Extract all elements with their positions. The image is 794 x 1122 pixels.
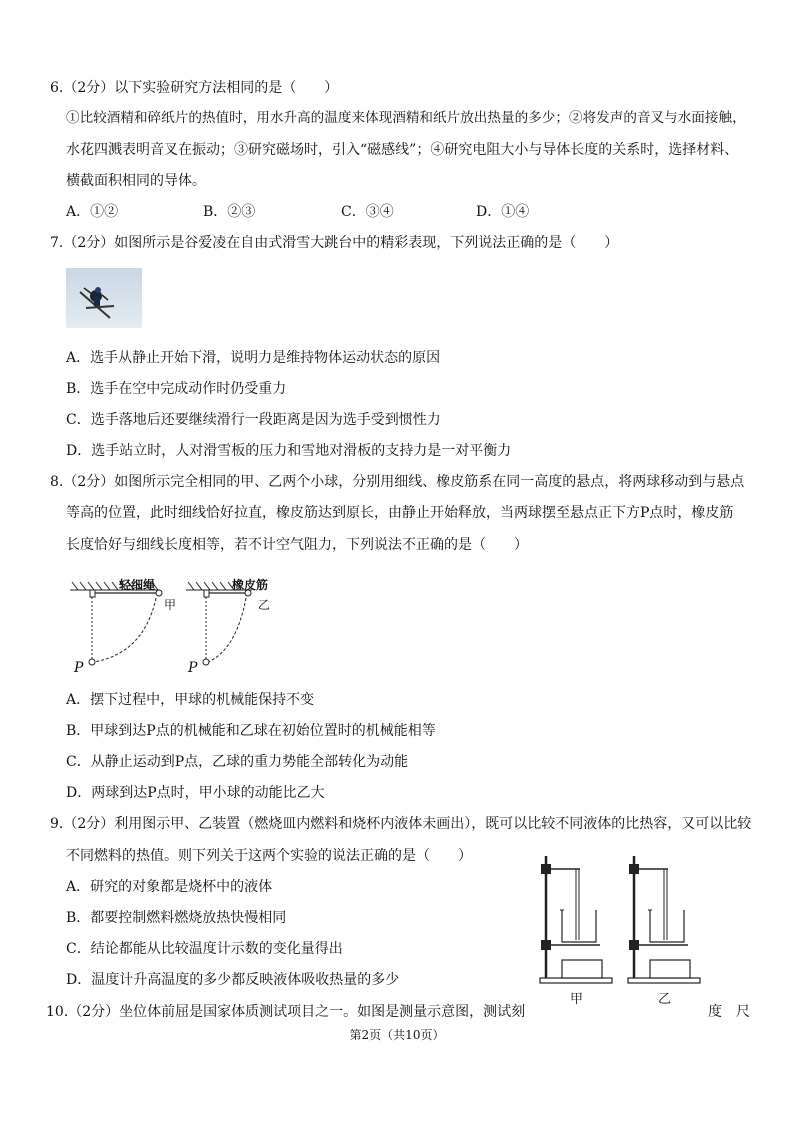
- rubber-band-label: 橡皮筋: [232, 578, 269, 592]
- q8-option-c: C．从静止运动到P点，乙球的重力势能全部转化为动能: [66, 754, 409, 770]
- q8-option-a: A．摆下过程中，甲球的机械能保持不变: [66, 692, 315, 708]
- q10-stem: 10.（2分）坐位体前屈是国家体质测试项目之一。如图是测量示意图，测试刻: [46, 1004, 526, 1020]
- q8-option-d: D．两球到达P点时，甲小球的动能比乙大: [66, 785, 325, 801]
- skier-photo: [66, 268, 142, 328]
- ball-jia-label: 甲: [164, 598, 177, 612]
- q9-option-c: C．结论都能从比较温度计示数的变化量得出: [66, 941, 343, 957]
- q9-option-b: B．都要控制燃料燃烧放热快慢相同: [66, 910, 287, 926]
- q6-option-b: B．②③: [203, 204, 256, 220]
- ball-yi-label: 乙: [258, 598, 271, 612]
- q9-stem-line1: 9.（2分）利用图示甲、乙装置（燃烧皿内燃料和烧杯内液体未画出），既可以比较不同液体的比热容，又可以比较: [50, 816, 752, 832]
- q6-body-line2: 水花四溅表明音叉在振动；③研究磁场时，引入“磁感线”；④研究电阻大小与导体长度的关系时，选择材料、: [66, 142, 739, 158]
- skier-image: [66, 268, 142, 328]
- string-label: 轻细绳: [119, 578, 156, 592]
- q6-body-line3: 横截面积相同的导体。: [66, 173, 206, 189]
- q7-option-b: B．选手在空中完成动作时仍受重力: [66, 381, 287, 397]
- q8-stem-line3: 长度恰好与细线长度相等，若不计空气阻力，下列说法不正确的是（ ）: [66, 537, 528, 553]
- point-p-left: P: [74, 660, 84, 676]
- q9-option-d: D．温度计升高温度的多少都反映液体吸收热量的多少: [66, 972, 400, 988]
- point-p-right: P: [188, 660, 198, 676]
- pendulum-figure: [64, 578, 284, 683]
- q7-option-a: A．选手从静止开始下滑，说明力是维持物体运动状态的原因: [66, 350, 441, 366]
- q7-stem: 7.（2分）如图所示是谷爱凌在自由式滑雪大跳台中的精彩表现，下列说法正确的是（ ）: [50, 235, 619, 251]
- q9-option-a: A．研究的对象都是烧杯中的液体: [66, 879, 273, 895]
- q8-option-b: B．甲球到达P点的机械能和乙球在初始位置时的机械能相等: [66, 723, 436, 739]
- q8-stem-line1: 8.（2分）如图所示完全相同的甲、乙两个小球，分别用细线、橡皮筋系在同一高度的悬点，将两球移动到与悬点: [50, 474, 745, 490]
- q6-option-d: D．①④: [476, 204, 530, 220]
- q8-stem-line2: 等高的位置，此时细线恰好拉直，橡皮筋达到原长，由静止开始释放，当两球摆至悬点正下方P点时，橡皮筋: [66, 505, 734, 521]
- q6-option-c: C．③④: [341, 204, 394, 220]
- heating-apparatus-diagram: [528, 850, 708, 1005]
- apparatus-jia-label: 甲: [570, 992, 584, 1007]
- q6-body-line1: ①比较酒精和碎纸片的热值时，用水升高的温度来体现酒精和纸片放出热量的多少；②将发声的音叉与水面接触，: [66, 110, 746, 126]
- heating-apparatus-figure: [528, 850, 708, 1005]
- page-footer: 第2页（共10页）: [349, 1028, 445, 1042]
- q6-stem: 6.（2分）以下实验研究方法相同的是（ ）: [50, 80, 339, 96]
- q10-tail: 度 尺: [708, 1004, 750, 1020]
- q6-option-a: A．①②: [66, 204, 119, 220]
- q7-option-c: C．选手落地后还要继续滑行一段距离是因为选手受到惯性力: [66, 412, 441, 428]
- apparatus-yi-label: 乙: [658, 992, 672, 1007]
- q7-option-d: D．选手站立时，人对滑雪板的压力和雪地对滑板的支持力是一对平衡力: [66, 443, 512, 459]
- pendulum-diagram: [64, 578, 284, 683]
- q9-stem-line2: 不同燃料的热值。则下列关于这两个实验的说法正确的是（ ）: [66, 848, 472, 864]
